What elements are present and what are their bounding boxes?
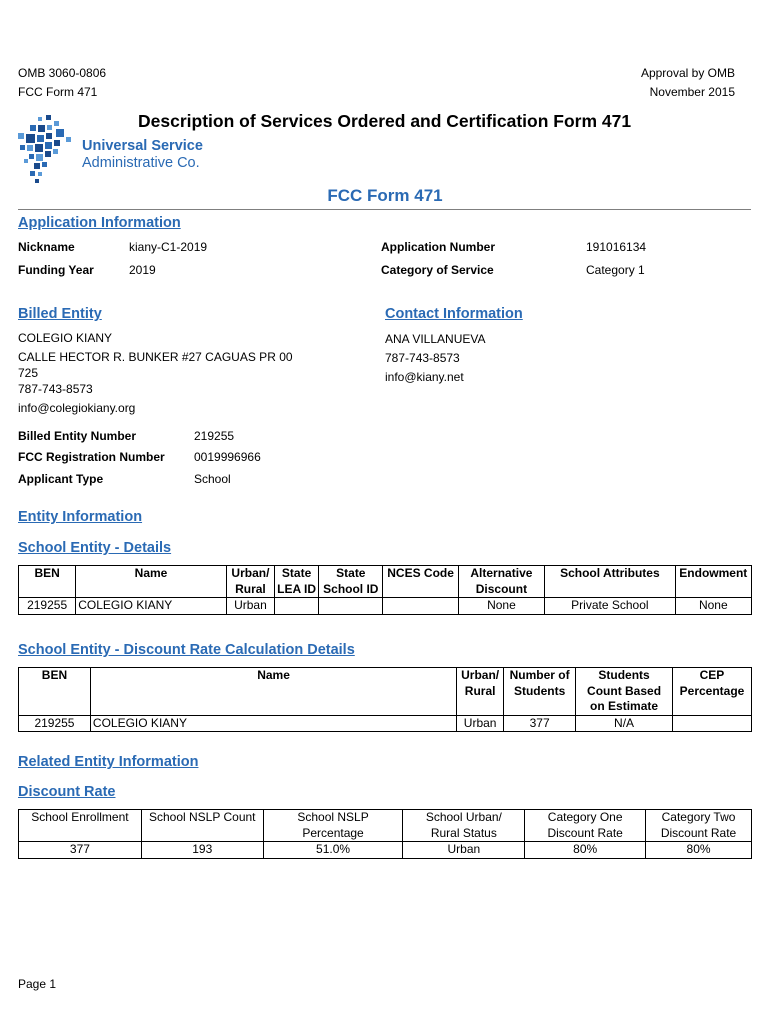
col-urban-rural-line2: Rural [235,581,266,596]
cell-number-of-students: 377 [504,715,576,732]
cell-nces-code [383,598,458,615]
col-urban-line2: Rural [464,683,496,698]
col-urban-status-line1: School Urban/ [425,810,502,824]
applicant-type-label: Applicant Type [18,472,104,486]
cell-school-nslp-count: 193 [141,842,263,859]
col-cat1-line1: Category One [547,810,623,824]
contact-block [385,330,486,387]
cell-name: COLEGIO KIANY [90,715,456,732]
col-cep-percentage [672,668,751,716]
billed-entity-heading: Billed Entity [18,306,102,322]
col-school-nslp-percentage [263,810,403,842]
col-num-line1: Number of [509,668,570,682]
col-students-line3: on Estimate [590,699,659,713]
table-header-row [19,566,752,598]
col-state-lea-line1: State [281,566,312,580]
col-cat1-line2: Discount Rate [547,825,623,840]
col-cep-line1: CEP [699,668,725,682]
col-ben: BEN [19,668,91,716]
cell-ben: 219255 [19,598,76,615]
billed-entity-number-label: Billed Entity Number [18,429,137,443]
col-cat2-line1: Category Two [661,810,736,824]
cell-alternative-discount: None [458,598,544,615]
col-nslp-pct-line2: Percentage [302,825,364,840]
col-category-one-discount [525,810,646,842]
col-state-school-id [319,566,383,598]
col-urban-rural [457,668,504,716]
funding-year-value: 2019 [129,263,156,277]
cell-urban-rural: Urban [457,715,504,732]
category-of-service-value: Category 1 [586,263,645,277]
discount-rate-table [18,809,752,859]
col-state-lea-line2: LEA ID [277,581,317,596]
col-state-school-line1: State [336,566,366,580]
cell-cep-percentage [672,715,751,732]
contact-info-heading: Contact Information [385,306,523,322]
billed-entity-phone: 787-743-8573 [18,382,93,396]
col-state-lea-id [275,566,319,598]
billed-entity-email: info@colegiokiany.org [18,401,136,415]
billed-entity-address-line2: 725 [18,366,39,380]
col-endowment: Endowment [675,566,751,598]
contact-email: info@kiany.net [385,370,464,384]
approval-text: Approval by OMB [640,66,735,80]
col-urban-line1: Urban/ [461,668,500,682]
nickname-label: Nickname [18,240,75,254]
application-info-heading: Application Information [18,215,181,231]
cell-name: COLEGIO KIANY [76,598,227,615]
cell-category-one-discount: 80% [525,842,646,859]
nickname-value: kiany-C1-2019 [129,240,208,254]
contact-phone: 787-743-8573 [385,351,460,365]
related-entity-heading: Related Entity Information [18,754,199,770]
col-alt-line2: Discount [475,581,528,596]
logo-line2: Administrative Co. [82,155,200,171]
header-left [18,64,106,102]
document-title: Description of Services Ordered and Certification Form 471 [138,111,632,131]
contact-name: ANA VILLANUEVA [385,332,486,346]
applicant-type-value: School [194,472,231,486]
col-nces-code: NCES Code [383,566,458,598]
cell-urban-rural: Urban [226,598,274,615]
col-name: Name [90,668,456,716]
school-details-table [18,565,752,615]
cell-ben: 219255 [19,715,91,732]
table-header-row [19,810,752,842]
discount-calc-table [18,667,752,732]
cell-school-enrollment: 377 [19,842,142,859]
col-urban-rural-status [403,810,525,842]
billed-entity-name: COLEGIO KIANY [18,331,113,345]
usac-logo-text [82,138,203,172]
col-school-enrollment: School Enrollment [19,810,142,842]
approval-date: November 2015 [649,85,735,99]
page-number: Page 1 [18,977,57,991]
col-alt-line1: Alternative [470,566,533,580]
header-right [641,64,735,102]
billed-entity-block [18,330,293,416]
col-num-line2: Students [513,683,566,698]
col-school-nslp-count: School NSLP Count [141,810,263,842]
fcc-registration-label: FCC Registration Number [18,450,165,464]
col-cat2-line2: Discount Rate [660,825,737,840]
logo-line1: Universal Service [82,138,203,154]
application-number-label: Application Number [381,240,496,254]
col-urban-rural [226,566,274,598]
col-category-two-discount [646,810,752,842]
col-number-of-students [504,668,576,716]
col-alternative-discount [458,566,544,598]
application-number-value: 191016134 [586,240,647,254]
billed-entity-address-line1: CALLE HECTOR R. BUNKER #27 CAGUAS PR 00 [18,350,293,364]
usac-logo-mark-icon [16,115,80,185]
discount-calc-heading: School Entity - Discount Rate Calculation Details [18,642,355,658]
category-of-service-label: Category of Service [381,263,494,277]
col-cep-line2: Percentage [679,683,745,698]
cell-school-attributes: Private School [545,598,676,615]
col-students-count-estimate [576,668,673,716]
col-students-line2: Count Based [587,683,662,698]
cell-category-two-discount: 80% [646,842,752,859]
col-ben: BEN [19,566,76,598]
cell-students-count-estimate: N/A [576,715,673,732]
cell-endowment: None [675,598,751,615]
billed-entity-number-value: 219255 [194,429,235,443]
col-name: Name [76,566,227,598]
col-school-attributes: School Attributes [545,566,676,598]
table-header-row [19,668,752,716]
table-row [19,598,752,615]
cell-school-nslp-percentage: 51.0% [263,842,403,859]
fcc-registration-value: 0019996966 [194,450,261,464]
table-row [19,842,752,859]
table-row [19,715,752,732]
col-urban-status-line2: Rural Status [430,825,497,840]
form-number: FCC Form 471 [18,85,98,99]
col-students-line1: Students [598,668,650,682]
col-nslp-pct-line1: School NSLP [297,810,369,824]
discount-rate-heading: Discount Rate [18,784,116,800]
school-details-heading: School Entity - Details [18,540,172,556]
cell-urban-rural-status: Urban [403,842,525,859]
cell-state-school-id [319,598,383,615]
funding-year-label: Funding Year [18,263,94,277]
col-state-school-line2: School ID [323,581,379,596]
title-divider [18,209,751,210]
omb-number: OMB 3060-0806 [18,66,107,80]
col-urban-rural-line1: Urban/ [231,566,270,580]
cell-state-lea-id [275,598,319,615]
entity-info-heading: Entity Information [18,509,143,525]
form-title: FCC Form 471 [327,186,443,205]
